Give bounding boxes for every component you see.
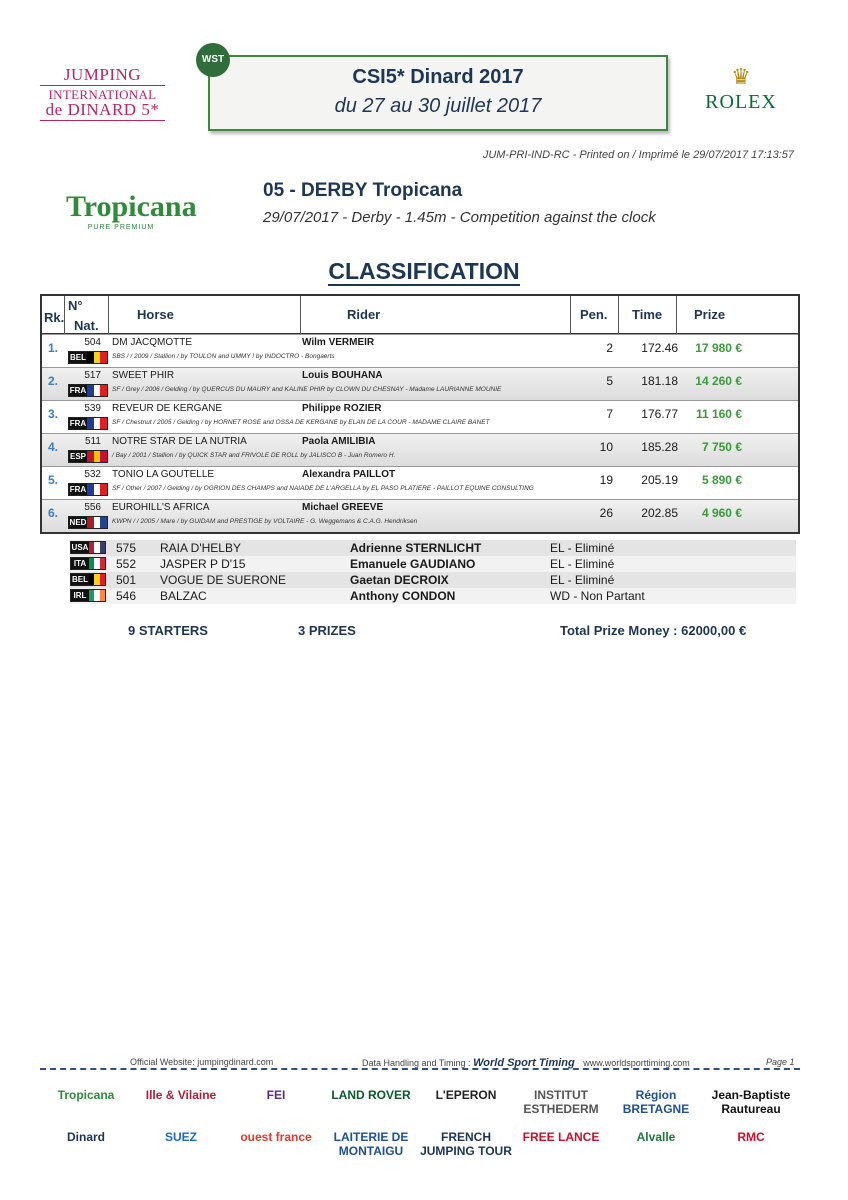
horse-cell: RAIA D'HELBY bbox=[160, 541, 241, 555]
sponsor-logo: FEI bbox=[266, 1088, 286, 1102]
horse-cell: REVEUR DE KERGANE bbox=[112, 403, 223, 414]
competition-title: 05 - DERBY Tropicana bbox=[263, 180, 463, 201]
sponsor-logo: Dinard bbox=[66, 1130, 105, 1144]
penalty-cell: 19 bbox=[599, 473, 613, 487]
time-cell: 205.19 bbox=[641, 473, 678, 487]
table-row bbox=[42, 400, 798, 433]
header-horse: Horse bbox=[137, 307, 174, 322]
sponsor-logo: SUEZ bbox=[164, 1130, 197, 1144]
number-cell: 501 bbox=[116, 573, 137, 587]
horse-cell: TONIO LA GOUTELLE bbox=[112, 469, 215, 480]
horse-cell: JASPER P D'15 bbox=[160, 557, 246, 571]
time-cell: 172.46 bbox=[641, 341, 678, 355]
logo-line-2: INTERNATIONAL bbox=[48, 87, 157, 102]
number-cell: 556 bbox=[84, 502, 101, 513]
eliminated-row bbox=[70, 556, 796, 572]
rider-cell: Louis BOUHANA bbox=[302, 370, 383, 381]
rank-cell: 3. bbox=[48, 407, 59, 421]
status-cell: WD - Non Partant bbox=[550, 589, 645, 603]
pedigree-cell: / Bay / 2001 / Stallion / by QUICK STAR and FRIVOLE DE ROLL by JALISCO B - Juan Romero H. bbox=[112, 452, 396, 459]
logo-line-3: de DINARD 5* bbox=[45, 100, 160, 119]
prize-cell: 17 980 € bbox=[695, 341, 742, 355]
header-rank: Rk. bbox=[44, 310, 65, 325]
penalty-cell: 10 bbox=[599, 440, 613, 454]
rank-cell: 5. bbox=[48, 473, 59, 487]
nat-code: FRA bbox=[69, 419, 87, 428]
sponsor-logo: Ille & Vilaine bbox=[145, 1088, 217, 1102]
number-cell: 504 bbox=[84, 337, 101, 348]
rank-cell: 1. bbox=[48, 341, 59, 355]
tropicana-name: Tropicana bbox=[66, 190, 197, 223]
flag-icon bbox=[68, 516, 108, 529]
sponsor-logo: LAITERIE DE MONTAIGU bbox=[333, 1130, 409, 1158]
horse-cell: VOGUE DE SUERONE bbox=[160, 573, 287, 587]
wst-badge: WST bbox=[196, 43, 230, 77]
jumping-dinard-logo bbox=[40, 66, 165, 123]
number-cell: 575 bbox=[116, 541, 137, 555]
time-cell: 202.85 bbox=[641, 506, 678, 520]
rider-cell: Anthony CONDON bbox=[350, 589, 456, 603]
rider-cell: Paola AMILIBIA bbox=[302, 436, 376, 447]
flag-icon bbox=[68, 384, 108, 397]
rider-cell: Philippe ROZIER bbox=[302, 403, 382, 414]
nat-code: NED bbox=[69, 518, 87, 527]
event-title-box bbox=[208, 55, 668, 131]
penalty-cell: 26 bbox=[599, 506, 613, 520]
starters-count: 9 STARTERS bbox=[128, 623, 208, 638]
official-website[interactable]: Official Website: jumpingdinard.com bbox=[130, 1057, 274, 1067]
total-prize-money: Total Prize Money : 62000,00 € bbox=[560, 623, 747, 638]
table-row bbox=[42, 466, 798, 499]
rider-cell: Wilm VERMEIR bbox=[302, 337, 375, 348]
horse-cell: EUROHILL'S AFRICA bbox=[112, 502, 210, 513]
nat-code: BEL bbox=[72, 575, 88, 584]
nat-code: ITA bbox=[71, 558, 89, 569]
header-no: N° bbox=[68, 298, 83, 313]
flag-icon bbox=[70, 573, 106, 586]
nat-code: FRA bbox=[69, 485, 87, 494]
header-pen: Pen. bbox=[580, 307, 608, 322]
sponsor-logo: LAND ROVER bbox=[331, 1088, 411, 1102]
pedigree-cell: SBS / / 2009 / Stallion / by TOULON and UMMY ! by INDOCTRO - Bongaerts bbox=[112, 353, 335, 360]
table-body bbox=[42, 334, 798, 532]
flag-icon bbox=[68, 450, 108, 463]
rank-cell: 6. bbox=[48, 506, 59, 520]
penalty-cell: 7 bbox=[606, 407, 613, 421]
nat-code: IRL bbox=[71, 590, 89, 601]
nat-code: BEL bbox=[70, 353, 86, 362]
status-cell: EL - Eliminé bbox=[550, 541, 615, 555]
sponsor-logo: Alvalle bbox=[636, 1130, 676, 1144]
sponsor-logo: FRENCH JUMPING TOUR bbox=[420, 1130, 512, 1158]
rider-cell: Michael GREEVE bbox=[302, 502, 384, 513]
sponsor-logo: RMC bbox=[737, 1130, 765, 1144]
number-cell: 511 bbox=[85, 436, 101, 447]
classification-heading bbox=[0, 258, 848, 285]
results-table bbox=[40, 294, 800, 534]
timing-text: Data Handling and Timing : bbox=[362, 1058, 471, 1068]
rider-cell: Adrienne STERNLICHT bbox=[350, 541, 482, 555]
wst-logo-text: World Sport Timing bbox=[473, 1057, 575, 1069]
rider-cell: Emanuele GAUDIANO bbox=[350, 557, 476, 571]
crown-icon: ♛ bbox=[731, 64, 751, 89]
printed-on: JUM-PRI-IND-RC - Printed on / Imprimé le 29/07/2017 17:13:57 bbox=[482, 149, 794, 161]
eliminated-row bbox=[70, 572, 796, 588]
event-dates: du 27 au 30 juillet 2017 bbox=[334, 95, 542, 117]
status-cell: EL - Eliminé bbox=[550, 557, 615, 571]
pedigree-cell: KWPN / / 2005 / Mare / by GUIDAM and PRESTIGE by VOLTAIRE - G. Weggemans & C.A.G. Hendriksen bbox=[112, 518, 418, 525]
eliminated-list bbox=[70, 540, 796, 604]
number-cell: 546 bbox=[116, 589, 137, 603]
flag-icon bbox=[70, 557, 106, 570]
sponsor-logo: Jean-Baptiste Rautureau bbox=[711, 1088, 791, 1116]
rolex-name: ROLEX bbox=[705, 91, 777, 113]
pedigree-cell: SF / Chestnut / 2005 / Gelding / by HORNET ROSE and OSSA DE KERGANE by ELAN DE LA COUR - MADAME CLAIRE BANET bbox=[112, 419, 490, 426]
table-row bbox=[42, 367, 798, 400]
nat-code: FRA bbox=[69, 386, 87, 395]
rolex-logo bbox=[696, 66, 786, 114]
eliminated-row bbox=[70, 540, 796, 556]
horse-cell: NOTRE STAR DE LA NUTRIA bbox=[112, 436, 247, 447]
tropicana-sub: PURE PREMIUM bbox=[87, 224, 155, 231]
time-cell: 181.18 bbox=[641, 374, 678, 388]
eliminated-row bbox=[70, 588, 796, 604]
nat-code: ESP bbox=[69, 452, 86, 461]
rank-cell: 4. bbox=[48, 440, 59, 454]
header-time: Time bbox=[632, 307, 663, 322]
sponsor-logo: INSTITUT ESTHEDERM bbox=[523, 1088, 599, 1116]
sponsor-logo: Tropicana bbox=[57, 1088, 115, 1102]
horse-cell: BALZAC bbox=[160, 589, 207, 603]
prize-cell: 14 260 € bbox=[695, 374, 742, 388]
rider-cell: Gaetan DECROIX bbox=[350, 573, 449, 587]
flag-icon bbox=[70, 589, 106, 602]
sponsors-row-2 bbox=[40, 1122, 800, 1162]
flag-icon bbox=[70, 541, 106, 554]
number-cell: 539 bbox=[84, 403, 101, 414]
prize-cell: 7 750 € bbox=[701, 440, 742, 454]
horse-cell: SWEET PHIR bbox=[112, 370, 175, 381]
penalty-cell: 5 bbox=[606, 374, 613, 388]
number-cell: 517 bbox=[84, 370, 101, 381]
competition-subtitle: 29/07/2017 - Derby - 1.45m - Competition against the clock bbox=[263, 209, 656, 226]
footer-divider bbox=[40, 1068, 800, 1070]
rank-cell: 2. bbox=[48, 374, 59, 388]
header-nat: Nat. bbox=[74, 318, 99, 333]
classification-label: CLASSIFICATION bbox=[328, 258, 520, 284]
wst-website[interactable]: www.worldsporttiming.com bbox=[583, 1058, 690, 1068]
table-row bbox=[42, 499, 798, 532]
table-row bbox=[42, 334, 798, 367]
flag-icon bbox=[68, 417, 108, 430]
prize-cell: 4 960 € bbox=[701, 506, 742, 520]
nat-code: USA bbox=[71, 543, 89, 552]
prize-cell: 5 890 € bbox=[701, 473, 742, 487]
header-prize: Prize bbox=[694, 307, 726, 322]
flag-icon bbox=[68, 351, 108, 364]
sponsors-row-1 bbox=[40, 1080, 800, 1120]
number-cell: 532 bbox=[84, 469, 101, 480]
time-cell: 185.28 bbox=[641, 440, 678, 454]
penalty-cell: 2 bbox=[606, 341, 613, 355]
page-number: Page 1 bbox=[766, 1057, 795, 1067]
horse-cell: DM JACQMOTTE bbox=[112, 337, 192, 348]
flag-icon bbox=[68, 483, 108, 496]
prizes-count: 3 PRIZES bbox=[298, 623, 356, 638]
logo-line-1: JUMPING bbox=[63, 65, 142, 84]
sponsor-logo: FREE LANCE bbox=[522, 1130, 600, 1144]
table-header bbox=[42, 296, 798, 334]
table-row bbox=[42, 433, 798, 466]
prize-cell: 11 160 € bbox=[695, 407, 742, 421]
sponsor-logo: ouest france bbox=[240, 1130, 312, 1144]
time-cell: 176.77 bbox=[641, 407, 678, 421]
sponsor-logo: L'EPERON bbox=[435, 1088, 497, 1102]
pedigree-cell: SF / Other / 2007 / Gelding / by OGRION DES CHAMPS and NAIADE DE L'ARGELLA by EL PASO PLATIERE - PAILLOT EQUINE CONSULTING bbox=[112, 485, 534, 492]
pedigree-cell: SF / Grey / 2006 / Gelding / by QUERCUS DU MAURY and KALINE PHIR by CLOWN DU CHESNAY - Madame LAURIANNE MOUNIE bbox=[112, 386, 502, 393]
status-cell: EL - Eliminé bbox=[550, 573, 615, 587]
rider-cell: Alexandra PAILLOT bbox=[302, 469, 396, 480]
header-rider: Rider bbox=[347, 307, 381, 322]
sponsor-logo: Région BRETAGNE bbox=[622, 1088, 690, 1116]
number-cell: 552 bbox=[116, 557, 137, 571]
event-title: CSI5* Dinard 2017 bbox=[352, 66, 524, 88]
tropicana-logo bbox=[66, 190, 197, 231]
